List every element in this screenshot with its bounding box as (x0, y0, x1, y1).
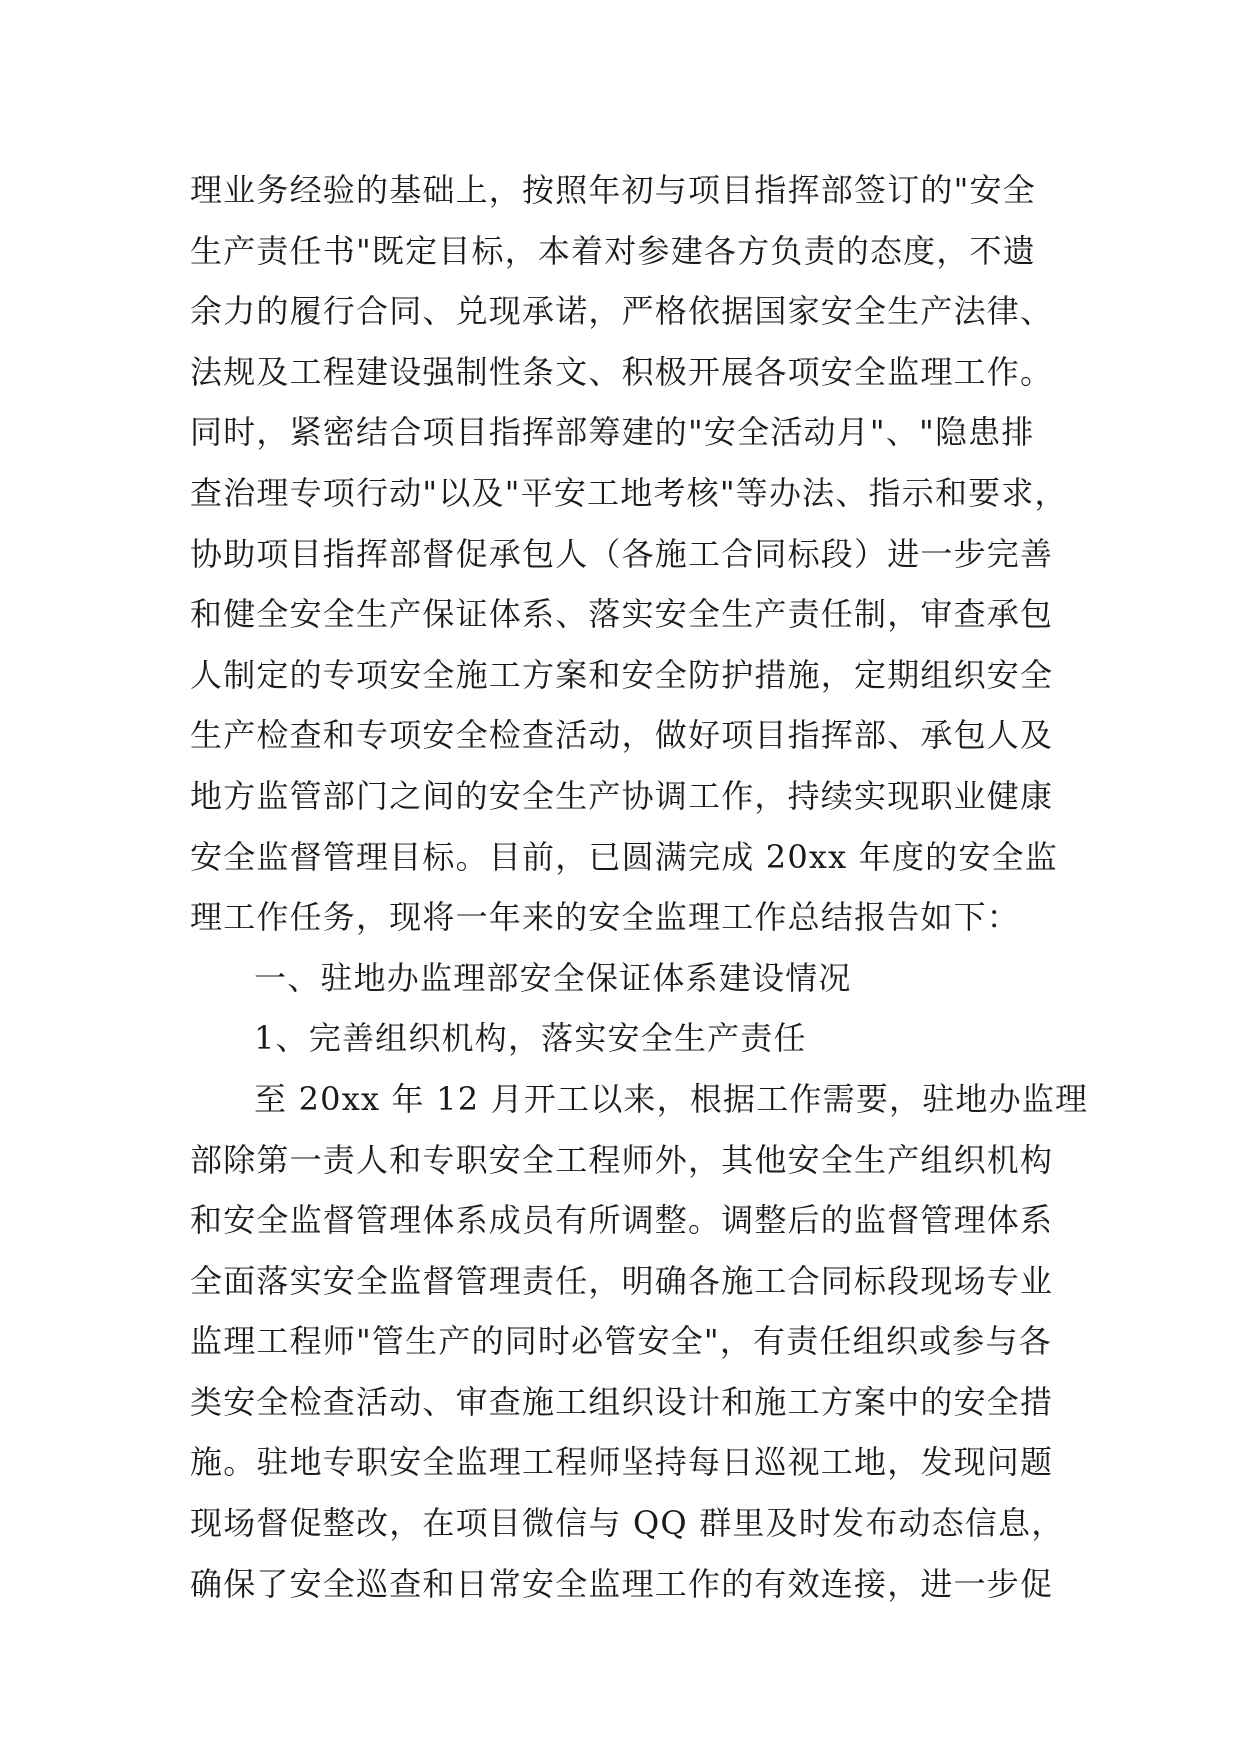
paragraph-first-line: 至 20xx 年 12 月开工以来，根据工作需要，驻地办监理 (254, 1079, 1089, 1118)
text-line: 理业务经验的基础上，按照年初与项目指挥部签订的"安全 (190, 171, 1036, 209)
text-line: 现场督促整改，在项目微信与 QQ 群里及时发布动态信息， (190, 1504, 1065, 1543)
body-text (190, 160, 1089, 1614)
text-line: 地方监管部门之间的安全生产协调工作，持续实现职业健康 (190, 776, 1054, 815)
text-line: 生产检查和专项安全检查活动，做好项目指挥部、承包人及 (190, 716, 1054, 755)
text-line: 和安全监督管理体系成员有所调整。调整后的监督管理体系 (190, 1201, 1054, 1240)
text-line: 余力的履行合同、兑现承诺，严格依据国家安全生产法律、 (190, 292, 1054, 331)
text-line: 全面落实安全监督管理责任，明确各施工合同标段现场专业 (190, 1261, 1054, 1300)
text-line: 安全监督管理目标。目前，已圆满完成 20xx 年度的安全监 (190, 837, 1058, 876)
text-line: 施。驻地专职安全监理工程师坚持每日巡视工地，发现问题 (190, 1443, 1054, 1482)
text-line: 人制定的专项安全施工方案和安全防护措施，定期组织安全 (190, 655, 1054, 694)
text-line: 生产责任书"既定目标，本着对参建各方负责的态度，不遗 (190, 231, 1036, 270)
text-line: 法规及工程建设强制性条文、积极开展各项安全监理工作。 (190, 352, 1054, 391)
text-line: 同时，紧密结合项目指挥部筹建的"安全活动月"、"隐患排 (190, 413, 1035, 452)
text-line: 协助项目指挥部督促承包人（各施工合同标段）进一步完善 (190, 534, 1054, 573)
text-line: 类安全检查活动、审查施工组织设计和施工方案中的安全措 (190, 1382, 1054, 1421)
text-line: 部除第一责人和专职安全工程师外，其他安全生产组织机构 (190, 1140, 1054, 1179)
paragraph-first-line: 1、完善组织机构，落实安全生产责任 (254, 1019, 807, 1058)
paragraph-first-line: 一、驻地办监理部安全保证体系建设情况 (254, 958, 852, 997)
text-line: 查治理专项行动"以及"平安工地考核"等办法、指示和要求， (190, 473, 1068, 512)
text-line: 和健全安全生产保证体系、落实安全生产责任制，审查承包 (190, 595, 1054, 634)
text-line: 理工作任务，现将一年来的安全监理工作总结报告如下： (190, 898, 1021, 937)
text-line: 确保了安全巡查和日常安全监理工作的有效连接，进一步促 (190, 1564, 1054, 1603)
text-line: 监理工程师"管生产的同时必管安全"，有责任组织或参与各 (190, 1322, 1052, 1361)
